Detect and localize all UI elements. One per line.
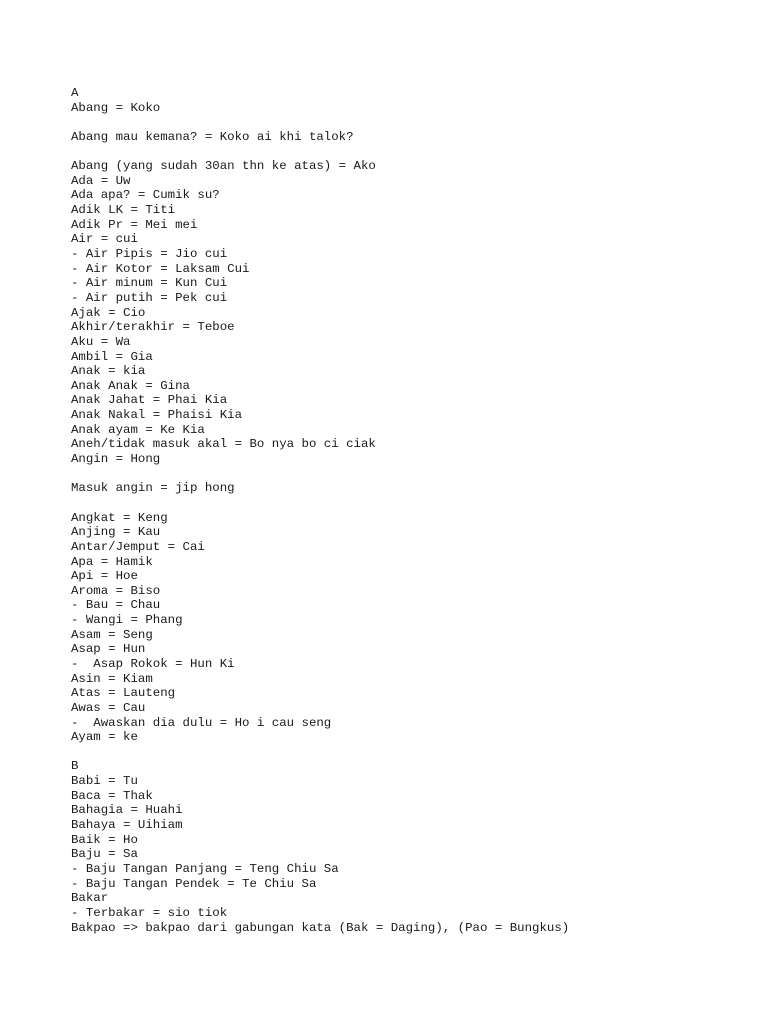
text-line: Anak Jahat = Phai Kia — [71, 393, 228, 408]
text-line: Apa = Hamik — [71, 554, 153, 569]
text-line: - Baju Tangan Pendek = Te Chiu Sa — [71, 876, 317, 891]
text-line: Abang = Koko — [71, 100, 161, 115]
text-line: Bahagia = Huahi — [71, 803, 183, 818]
text-line: Akhir/terakhir = Teboe — [71, 320, 235, 335]
text-line: - Asap Rokok = Hun Ki — [71, 656, 235, 671]
text-line: A — [71, 86, 79, 100]
text-line — [71, 145, 751, 160]
text-line: Adik Pr = Mei mei — [71, 217, 198, 232]
text-line: Anjing = Kau — [71, 525, 161, 540]
text-line: Baju = Sa — [71, 847, 138, 862]
text-line: Asam = Seng — [71, 627, 153, 642]
text-line: Asin = Kiam — [71, 671, 153, 686]
text-line: Asap = Hun — [71, 642, 146, 657]
text-line — [71, 115, 751, 130]
text-line: - Air minum = Kun Cui — [71, 276, 228, 291]
text-line: Atas = Lauteng — [71, 686, 176, 701]
text-line: Abang (yang sudah 30an thn ke atas) = Ako — [71, 159, 376, 174]
text-line: Ada apa? = Cumik su? — [71, 188, 220, 203]
text-line: Anak ayam = Ke Kia — [71, 422, 205, 437]
text-line: - Terbakar = sio tiok — [71, 905, 228, 920]
text-line: B — [71, 759, 79, 774]
text-line: - Air putih = Pek cui — [71, 290, 228, 305]
text-line: Awas = Cau — [71, 700, 146, 715]
text-line: - Baju Tangan Panjang = Teng Chiu Sa — [71, 861, 339, 876]
text-line: Bakar — [71, 891, 109, 906]
text-line: Anak = kia — [71, 364, 146, 379]
text-line: Api = Hoe — [71, 569, 138, 584]
text-line: Ada = Uw — [71, 173, 131, 188]
text-line: Abang mau kemana? = Koko ai khi talok? — [71, 129, 354, 144]
text-line: Anak Anak = Gina — [71, 378, 190, 393]
text-line: Air = cui — [71, 232, 138, 247]
text-line: Aneh/tidak masuk akal = Bo nya bo ci ciak — [71, 437, 376, 452]
text-line — [71, 745, 751, 760]
text-line: Angin = Hong — [71, 452, 161, 467]
text-line — [71, 496, 751, 511]
text-line: - Air Kotor = Laksam Cui — [71, 261, 250, 276]
text-line — [71, 467, 751, 482]
text-line: Baik = Ho — [71, 832, 138, 847]
text-line: Babi = Tu — [71, 774, 138, 789]
text-line: Aku = Wa — [71, 334, 131, 349]
text-line: Bahaya = Uihiam — [71, 818, 183, 833]
document-page — [71, 86, 751, 935]
text-line: Antar/Jemput = Cai — [71, 539, 205, 554]
text-line: - Wangi = Phang — [71, 613, 183, 628]
text-line: Ayam = ke — [71, 730, 138, 745]
text-line: - Air Pipis = Jio cui — [71, 247, 228, 262]
text-line: Aroma = Biso — [71, 583, 161, 598]
text-line: - Awaskan dia dulu = Ho i cau seng — [71, 715, 332, 730]
text-line: Anak Nakal = Phaisi Kia — [71, 408, 243, 423]
text-line: Masuk angin = jip hong — [71, 481, 235, 496]
text-line: Ajak = Cio — [71, 305, 146, 320]
text-line: - Bau = Chau — [71, 598, 161, 613]
text-line: Angkat = Keng — [71, 510, 168, 525]
text-line: Adik LK = Titi — [71, 203, 176, 218]
text-line: Baca = Thak — [71, 788, 153, 803]
text-line: Bakpao => bakpao dari gabungan kata (Bak = Daging), (Pao = Bungkus) — [71, 920, 570, 935]
text-line: Ambil = Gia — [71, 349, 153, 364]
